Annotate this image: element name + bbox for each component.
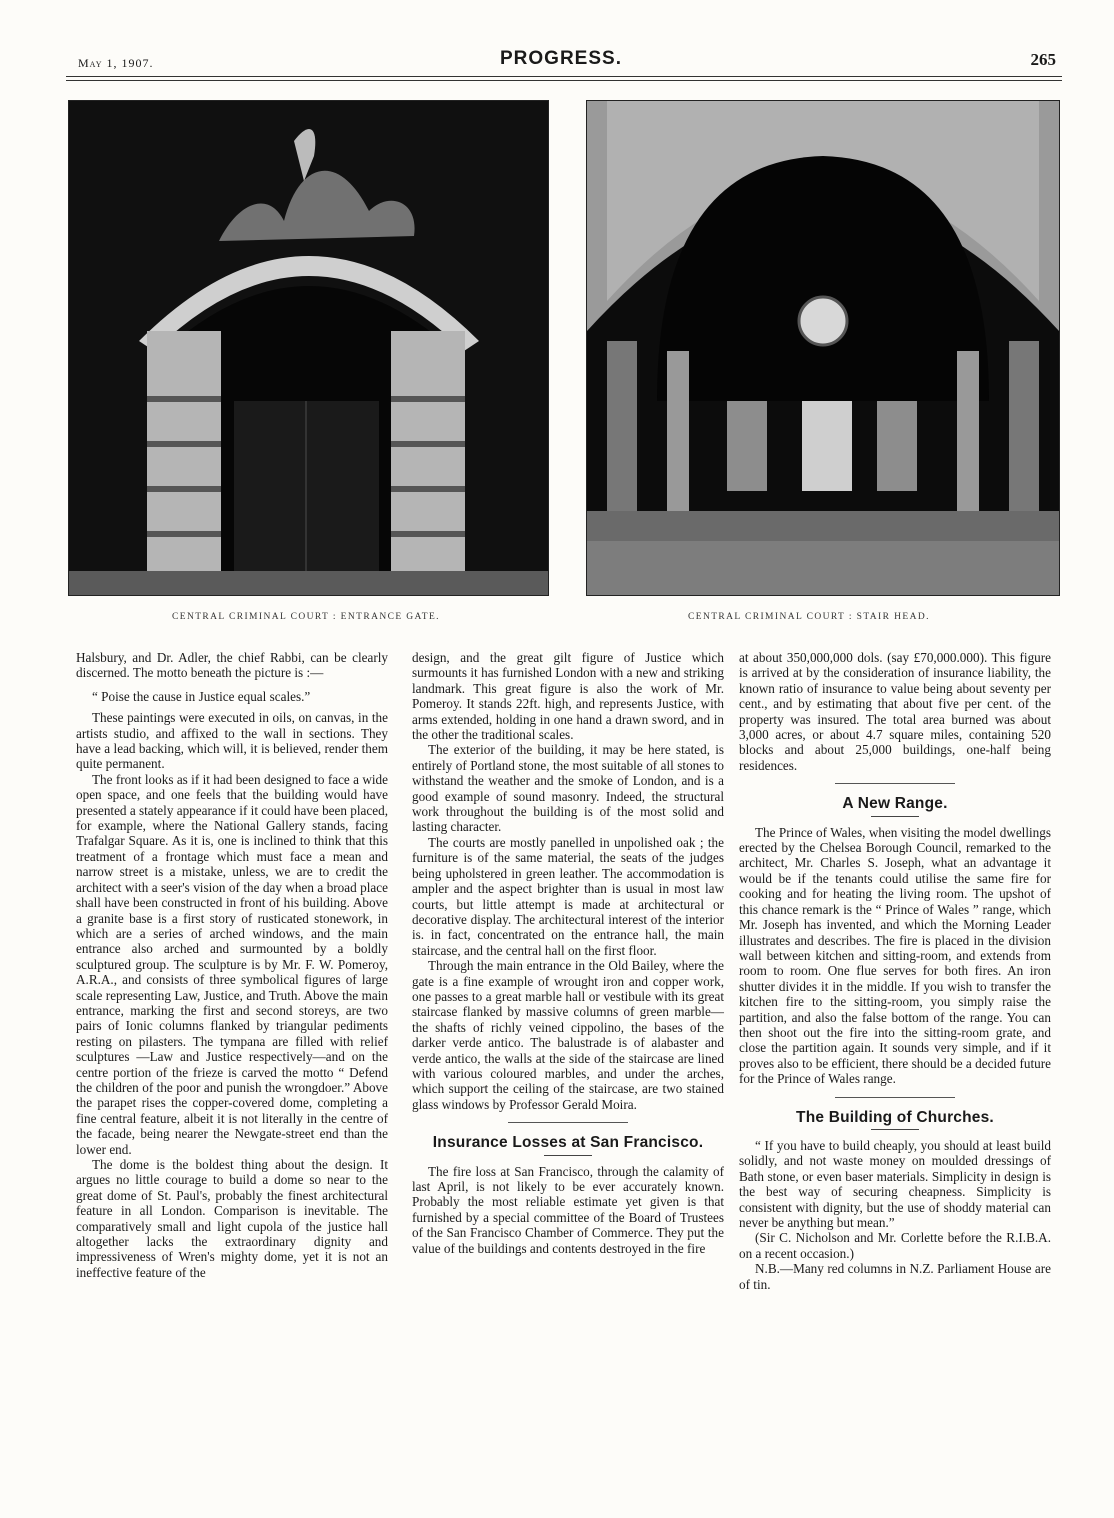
paragraph: The Prince of Wales, when visiting the model dwellings erected by the Chelsea Borough Council, remarked to the architect, Mr. Charles S. Joseph, what an advantage it would be if the tenants could utilise the same fire for cooking and for heating the living room. The upshot of this chance remark is the “ Prince of Wales ” range, which Mr. Joseph has invented, and which the Morning Leader illustrates and describes. The fire is placed in the division wall between kitchen and sitting-room, and extends from room to room. One flue serves for both fires. An iron shutter divides it in the middle. If you wish to transfer the kitchen fire to the sitting-room, you simply raise the partition, and also the false bottom of the range. You can then shoot out the fire into the sitting-room grate, and close the partition again. It sounds very simple, and if it proves also to be efficient, there should be a decided future for the Prince of Wales range. bbox=[739, 824, 1051, 1087]
header-rule-second bbox=[66, 80, 1062, 81]
column-2 bbox=[412, 650, 724, 1256]
heading-insurance-losses: Insurance Losses at San Francisco. bbox=[432, 1134, 704, 1152]
issue-date: May 1, 1907. bbox=[78, 56, 154, 70]
paragraph: The front looks as if it had been designed to face a wide open space, and one feels that the building would have presented a stately appearance if it could have been placed, for example, where the National Gallery stands, facing Trafalgar Square. As it is, one is inclined to think that this treatment of a frontage which must face a mean and narrow street is a mistake, unless, we are to credit the architect with a seer's vision of the day when a broad place shall have been constructed in front of his building. Above a granite base is a first story of rusticated stonework, in which are a series of arched windows, and the main entrance also arched and surmounted by a boldly sculptured group. The sculpture is by Mr. F. W. Pomeroy, A.R.A., and consists of three symbolical figures of large scale representing Law, Justice, and Truth. Above the main entrance, marking the first and second storeys, are two pairs of Ionic columns flanked by triangular pediments resting on pilasters. The tympana are filled with relief sculptures —Law and Justice respectively—and on the centre portion of the frieze is carved the motto “ Defend the children of the poor and punish the wrongdoer.” Above the parapet rises the copper-covered dome, completing a fine central feature, albeit it is not literally in the centre of the facade, being nearer the Newgate-street end than the lower end. bbox=[76, 771, 388, 1157]
paragraph: (Sir C. Nicholson and Mr. Corlette before the R.I.B.A. on a recent occasion.) bbox=[739, 1230, 1051, 1261]
section-divider bbox=[835, 783, 955, 784]
paragraph: The exterior of the building, it may be here stated, is entirely of Portland stone, the most suitable of all stones to withstand the weather and the smoke of London, and is a good example of sound masonry. Indeed, the structural work throughout the building is of the most solid and lasting character. bbox=[412, 742, 724, 835]
paragraph: These paintings were executed in oils, on canvas, in the artists studio, and affixed to the wall in sections. They have a lead backing, which will, it is believed, render them quite permanent. bbox=[76, 710, 388, 772]
paragraph: “ If you have to build cheaply, you should at least build solidly, and not waste money on moulded dressings of Bath stone, or even baser materials. Simplicity in design is the best way of securing cheapness. Simplicity is consistent with dignity, but the use of shoddy material can never be anything but mean.” bbox=[739, 1137, 1051, 1230]
paragraph: N.B.—Many red columns in N.Z. Parliament House are of tin. bbox=[739, 1261, 1051, 1292]
paragraph: Through the main entrance in the Old Bailey, where the gate is a fine example of wrought iron and copper work, one passes to a great marble hall or vestibule with its great staircase flanked by massive columns of green marble—the shafts of richly veined cippolino, the bases of the darker verde antico. The balustrade is of alabaster and verde antico, the walls at the side of the staircase are lined with various coloured marbles, and under the arches, which support the ceiling of the staircase, are two stained glass windows by Professor Gerald Moira. bbox=[412, 958, 724, 1112]
paragraph: Halsbury, and Dr. Adler, the chief Rabbi, can be clearly discerned. The motto beneath the picture is :— bbox=[76, 650, 388, 681]
heading-rule bbox=[871, 1129, 919, 1130]
heading-rule bbox=[871, 816, 919, 817]
header-rule bbox=[66, 76, 1062, 77]
section-divider bbox=[835, 1097, 955, 1098]
publication-title: PROGRESS. bbox=[500, 48, 622, 69]
paragraph: design, and the great gilt figure of Justice which surmounts it has furnished London with a new and striking landmark. This great figure is also the work of Mr. Pomeroy. It stands 22ft. high, and represents Justice, with arms extended, holding in one hand a drawn sword, and in the other the traditional scales. bbox=[412, 650, 724, 743]
column-3 bbox=[739, 650, 1051, 1292]
photo-stair-head bbox=[586, 100, 1060, 596]
page-header bbox=[66, 48, 1056, 74]
paragraph: The dome is the boldest thing about the design. It argues no little courage to build a dome so near to the great dome of St. Paul's, probably the finest architectural feature in all London. Comparison is inevitable. The comparatively small and light cupola of the justice hall altogether lacks the extraordinary dignity and impressiveness of Wren's mighty dome, yet it is not an ineffective feature of the bbox=[76, 1157, 388, 1280]
photo-entrance-gate bbox=[68, 100, 549, 596]
section-divider bbox=[508, 1122, 628, 1123]
caption-stair-head: CENTRAL CRIMINAL COURT : STAIR HEAD. bbox=[688, 612, 930, 622]
motto-quote: “ Poise the cause in Justice equal scales.” bbox=[92, 688, 311, 704]
heading-rule bbox=[544, 1155, 592, 1156]
paragraph: at about 350,000,000 dols. (say £70,000.000). This figure is arrived at by the consideration of insurance liability, the known ratio of insurance to value being about seventy per cent., and by estimating that about five per cent. of the property was insured. The total area burned was about 3,000 acres, or about 4.7 square miles, containing 520 blocks and about 25,000 buildings, one-half being residences. bbox=[739, 650, 1051, 773]
heading-new-range: A New Range. bbox=[842, 795, 948, 813]
caption-entrance-gate: CENTRAL CRIMINAL COURT : ENTRANCE GATE. bbox=[172, 612, 440, 622]
page-number: 265 bbox=[1030, 50, 1056, 69]
heading-building-churches: The Building of Churches. bbox=[796, 1108, 994, 1126]
column-1 bbox=[76, 650, 388, 1280]
paragraph: The fire loss at San Francisco, through the calamity of last April, is not likely to be ever accurately known. Probably the most reliable estimate yet given is that furnished by a special committee of the Board of Trustees of the San Francisco Chamber of Commerce. They put the value of the buildings and contents destroyed in the fire bbox=[412, 1163, 724, 1256]
paragraph: The courts are mostly panelled in unpolished oak ; the furniture is of the same material, the seats of the judges being upholstered in green leather. The accommodation is ampler and the aspect brighter than is usual in most law courts, but little attempt is made at architectural or decorative display. The architectural interest of the interior is. in fact, concentrated on the entrance hall, the main staircase, and the central hall on the first floor. bbox=[412, 834, 724, 958]
